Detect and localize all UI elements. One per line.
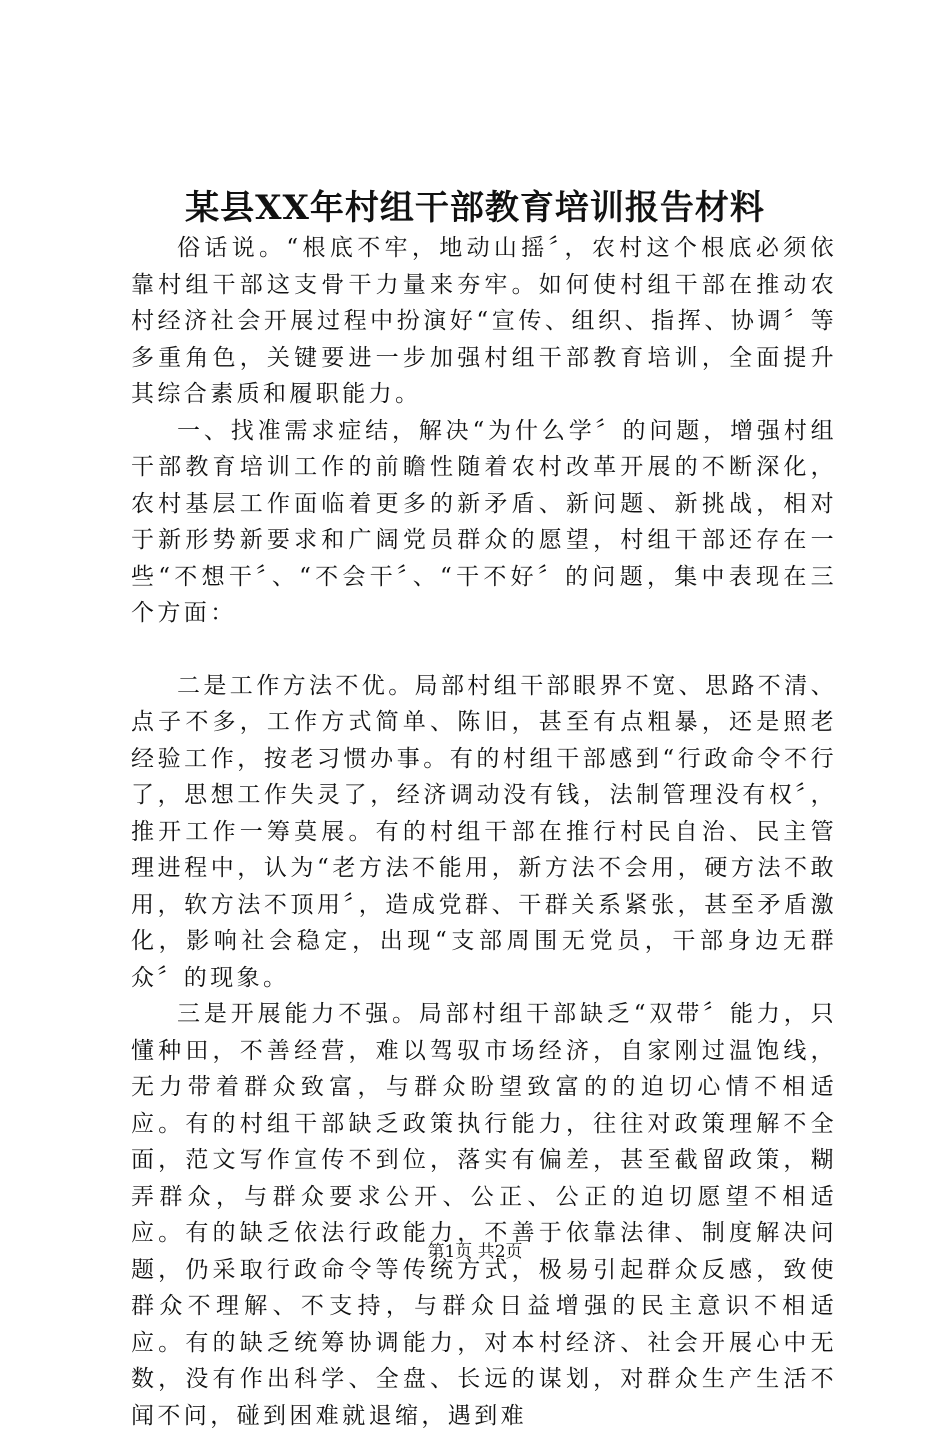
- paragraph-point-three: 三是开展能力不强。局部村组干部缺乏“双带〞能力，只懂种田，不善经营，难以驾驭市场经济，自家刚过温饱线，无力带着群众致富，与群众盼望致富的的迫切心情不相适应。有的村组干部缺乏政策执行能力，往往对政策理解不全面，范文写作宣传不到位，落实有偏差，甚至截留政策，糊弄群众，与群众要求公开、公正、公正的迫切愿望不相适应。有的缺乏依法行政能力，不善于依靠法律、制度解决问题，仍采取行政命令等传统方式，极易引起群众反感，致使群众不理解、不支持，与群众日益增强的民主意识不相适应。有的缺乏统筹协调能力，对本村经济、社会开展心中无数，没有作出科学、全盘、长远的谋划，对群众生产生活不闻不问，碰到困难就退缩，遇到难: [131, 1001, 837, 1429]
- paragraph-intro: 俗话说。“根底不牢，地动山摇〞，农村这个根底必须依靠村组干部这支骨干力量来夯牢。如何使村组干部在推动农村经济社会开展过程中扮演好“宣传、组织、指挥、协调〞等多重角色，关键要进一步加强村组干部教育培训，全面提升其综合素质和履职能力。: [131, 235, 837, 407]
- document-title: 某县XX年村组干部教育培训报告材料: [185, 188, 765, 228]
- page-footer: 第1页 共2页: [427, 1242, 523, 1262]
- paragraph-section-one: 一、找准需求症结，解决“为什么学〞的问题，增强村组干部教育培训工作的前瞻性随着农村改革开展的不断深化，农村基层工作面临着更多的新矛盾、新问题、新挑战，相对于新形势新要求和广阔党员群众的愿望，村组干部还存在一些“不想干〞、“不会干〞、“干不好〞的问题，集中表现在三个方面：: [131, 417, 837, 626]
- paragraph-point-two: 二是工作方法不优。局部村组干部眼界不宽、思路不清、点子不多，工作方式简单、陈旧，甚至有点粗暴，还是照老经验工作，按老习惯办事。有的村组干部感到“行政命令不行了，思想工作失灵了，经济调动没有钱，法制管理没有权〞，推开工作一筹莫展。有的村组干部在推行村民自治、民主管理进程中，认为“老方法不能用，新方法不会用，硬方法不敢用，软方法不顶用〞，造成党群、干群关系紧张，甚至矛盾激化，影响社会稳定，出现“支部周围无党员，干部身边无群众〞的现象。: [131, 672, 837, 991]
